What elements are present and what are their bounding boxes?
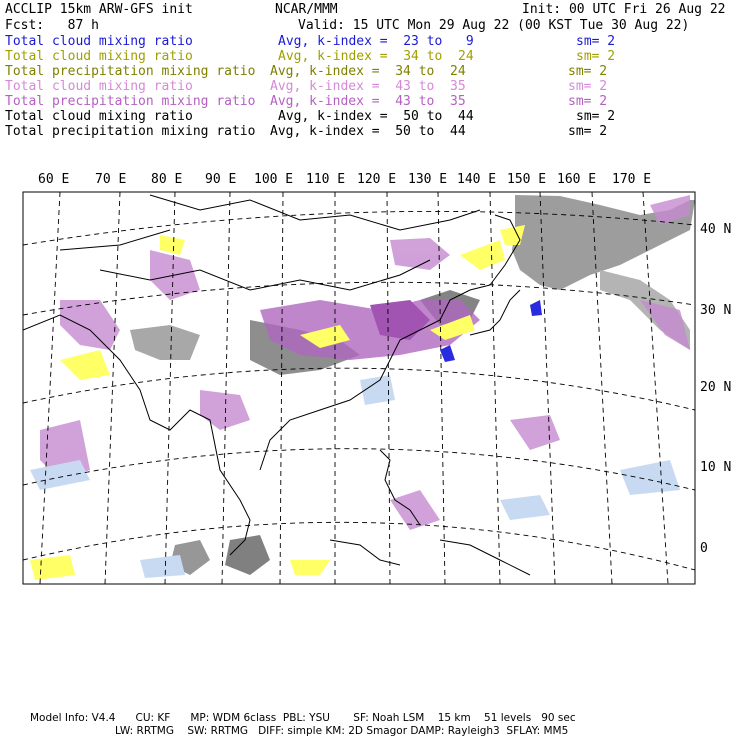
legend-field-name: Total precipitation mixing ratio xyxy=(5,94,256,109)
legend-smoothing: sm= 2 xyxy=(576,49,616,64)
legend-smoothing: sm= 2 xyxy=(576,34,616,49)
legend-level-range: Avg, k-index = 34 to 24 xyxy=(278,49,474,64)
longitude-label: 80 E xyxy=(151,172,183,187)
latitude-label: 10 N xyxy=(700,460,732,475)
legend-field-name: Total precipitation mixing ratio xyxy=(5,64,256,79)
longitude-label: 140 E xyxy=(457,172,497,187)
legend-field-name: Total cloud mixing ratio xyxy=(5,49,193,64)
valid-time: Valid: 15 UTC Mon 29 Aug 22 (00 KST Tue 30 Aug 22) xyxy=(298,18,690,33)
legend-field-name: Total cloud mixing ratio xyxy=(5,34,193,49)
model-title: ACCLIP 15km ARW-GFS init xyxy=(5,2,193,17)
longitude-label: 100 E xyxy=(254,172,294,187)
longitude-label: 130 E xyxy=(408,172,448,187)
longitude-label: 150 E xyxy=(507,172,547,187)
legend-field-name: Total cloud mixing ratio xyxy=(5,109,193,124)
footer-physics-info: LW: RRTMG SW: RRTMG DIFF: simple KM: 2D Smagor DAMP: Rayleigh3 SFLAY: MM5 xyxy=(115,725,569,737)
legend-level-range: Avg, k-index = 43 to 35 xyxy=(270,79,466,94)
legend-smoothing: sm= 2 xyxy=(568,64,608,79)
latitude-label: 40 N xyxy=(700,222,732,237)
legend-level-range: Avg, k-index = 23 to 9 xyxy=(278,34,474,49)
legend-smoothing: sm= 2 xyxy=(568,94,608,109)
longitude-label: 110 E xyxy=(306,172,346,187)
footer-model-info: Model Info: V4.4 CU: KF MP: WDM 6class PBL: YSU SF: Noah LSM 15 km 51 levels 90 sec xyxy=(30,712,576,724)
longitude-label: 170 E xyxy=(612,172,652,187)
latitude-label: 0 xyxy=(700,541,708,556)
longitude-label: 160 E xyxy=(557,172,597,187)
init-time: Init: 00 UTC Fri 26 Aug 22 xyxy=(522,2,726,17)
legend-level-range: Avg, k-index = 34 to 24 xyxy=(270,64,466,79)
legend-smoothing: sm= 2 xyxy=(568,124,608,139)
longitude-label: 90 E xyxy=(205,172,237,187)
org-title: NCAR/MMM xyxy=(275,2,338,17)
longitude-label: 120 E xyxy=(357,172,397,187)
latitude-label: 30 N xyxy=(700,303,732,318)
legend-field-name: Total precipitation mixing ratio xyxy=(5,124,256,139)
legend-smoothing: sm= 2 xyxy=(576,109,616,124)
longitude-label: 70 E xyxy=(95,172,127,187)
longitude-label: 60 E xyxy=(38,172,70,187)
forecast-hour: Fcst: 87 h xyxy=(5,18,99,33)
legend-smoothing: sm= 2 xyxy=(568,79,608,94)
latitude-label: 20 N xyxy=(700,380,732,395)
legend-level-range: Avg, k-index = 43 to 35 xyxy=(270,94,466,109)
legend-field-name: Total cloud mixing ratio xyxy=(5,79,193,94)
legend-level-range: Avg, k-index = 50 to 44 xyxy=(278,109,474,124)
legend-level-range: Avg, k-index = 50 to 44 xyxy=(270,124,466,139)
